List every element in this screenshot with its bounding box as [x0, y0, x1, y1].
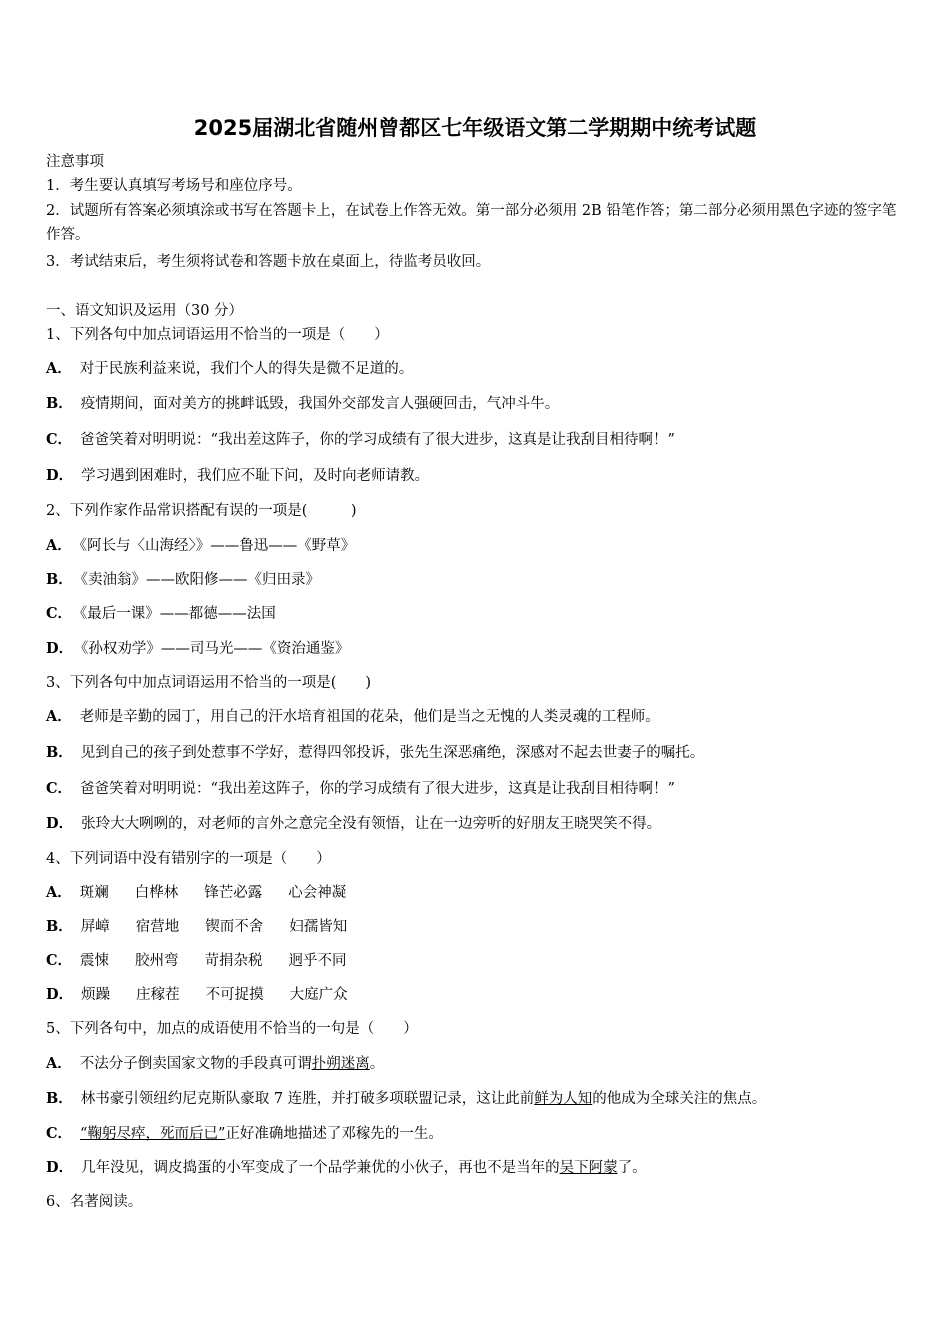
option-text: 疫情期间，面对美方的挑衅诋毁，我国外交部发言人强硬回击，气冲斗牛。	[80, 396, 560, 412]
q5-option-b	[46, 1087, 906, 1111]
q4-option-b	[46, 915, 906, 939]
option-label: C．	[46, 605, 73, 622]
option-word: 迥乎不同	[288, 953, 347, 969]
option-word: 妇孺皆知	[289, 919, 348, 935]
option-label: A．	[46, 708, 72, 725]
option-word: 不可捉摸	[205, 987, 264, 1003]
option-word: 屏嶂	[80, 919, 110, 935]
q2-option-a	[46, 534, 906, 558]
option-text-pre: 几年没见，调皮捣蛋的小军变成了一个品学兼优的小伙子，再也不是当年的	[81, 1160, 560, 1176]
option-idiom: 吴下阿蒙	[559, 1160, 618, 1176]
notice-item-2: 2．试题所有答案必须填涂或书写在答题卡上，在试卷上作答无效。第一部分必须用 2B 铅笔作答；第二部分必须用黑色字迹的签字笔作答。	[46, 203, 897, 243]
option-text: 张玲大大咧咧的，对老师的言外之意完全没有领悟，让在一边旁听的好朋友王晓哭笑不得。	[81, 816, 662, 832]
option-word: 斑斓	[79, 885, 109, 901]
q5-option-d	[46, 1156, 906, 1180]
option-text: 爸爸笑着对明明说：“我出差这阵子，你的学习成绩有了很大进步，这真是让我刮目相待啊！”	[80, 432, 675, 448]
option-word: 心会神凝	[288, 885, 347, 901]
notice-heading: 注意事项	[46, 154, 104, 170]
option-label: D．	[46, 815, 74, 832]
option-text: 老师是辛勤的园丁，用自己的汗水培育祖国的花朵，他们是当之无愧的人类灵魂的工程师。	[79, 709, 660, 725]
option-label: A．	[46, 360, 72, 377]
question-2-stem: 2、下列作家作品常识搭配有误的一项是( )	[46, 503, 357, 519]
option-text-post: 。	[369, 1056, 385, 1072]
q5-option-a	[46, 1052, 906, 1076]
option-text: 《孙权劝学》——司马光——《资治通鉴》	[81, 641, 350, 657]
option-text: 学习遇到困难时，我们应不耻下问，及时向老师请教。	[81, 468, 430, 484]
question-4-stem: 4、下列词语中没有错别字的一项是（ ）	[46, 851, 331, 867]
option-text-post: 的他成为全球关注的焦点。	[592, 1091, 767, 1107]
notice-item-3: 3．考试结束后，考生须将试卷和答题卡放在桌面上，待监考员收回。	[46, 254, 491, 270]
option-word: 苛捐杂税	[204, 953, 263, 969]
option-text-post: 了。	[617, 1160, 647, 1176]
option-label: C．	[46, 1125, 73, 1142]
option-word: 宿营地	[135, 919, 180, 935]
option-word: 大庭广众	[289, 987, 348, 1003]
page-title: 2025届湖北省随州曾都区七年级语文第二学期期中统考试题	[193, 116, 757, 140]
q2-option-d	[46, 637, 906, 661]
option-label: B．	[46, 918, 73, 935]
q1-option-c	[46, 428, 906, 452]
q4-option-a	[46, 881, 906, 905]
option-word: 锋芒必露	[204, 885, 263, 901]
option-label: B．	[46, 395, 73, 412]
q2-option-c	[46, 602, 906, 626]
option-label: A．	[46, 884, 72, 901]
option-label: D．	[46, 986, 74, 1003]
option-label: C．	[46, 431, 73, 448]
q5-option-c	[46, 1122, 906, 1146]
q1-option-a	[46, 357, 906, 381]
option-label: A．	[46, 1055, 72, 1072]
option-text-pre: 林书豪引领纽约尼克斯队豪取 7 连胜，并打破多项联盟记录，这让此前	[80, 1091, 535, 1107]
notice-item-1: 1．考生要认真填写考场号和座位序号。	[46, 178, 302, 194]
option-word: 烦躁	[81, 987, 111, 1003]
option-label: C．	[46, 780, 73, 797]
option-idiom: 扑朔迷离	[311, 1056, 370, 1072]
option-text-post: 正好准确地描述了邓稼先的一生。	[225, 1126, 443, 1142]
q1-option-d	[46, 464, 906, 488]
option-idiom: 鲜为人知	[534, 1091, 593, 1107]
q4-option-d	[46, 983, 906, 1007]
option-text: 《卖油翁》——欧阳修——《归田录》	[80, 572, 321, 588]
option-label: D．	[46, 640, 74, 657]
question-6-stem: 6、名著阅读。	[46, 1194, 143, 1210]
option-word: 震悚	[80, 953, 110, 969]
option-word: 庄稼茬	[136, 987, 180, 1003]
option-idiom: “鞠躬尽瘁，死而后已”	[80, 1126, 226, 1142]
q3-option-d	[46, 812, 906, 836]
option-text: 《阿长与〈山海经〉》——鲁迅——《野草》	[79, 538, 356, 554]
option-label: D．	[46, 1159, 74, 1176]
question-3-stem: 3、下列各句中加点词语运用不恰当的一项是( )	[46, 675, 372, 691]
option-label: B．	[46, 744, 73, 761]
section-heading: 一、语文知识及运用（30 分）	[46, 303, 244, 319]
option-word: 胶州弯	[135, 953, 179, 969]
q4-option-c	[46, 949, 906, 973]
q3-option-c	[46, 777, 906, 801]
option-text: 《最后一课》——都德——法国	[80, 606, 276, 622]
question-5-stem: 5、下列各句中，加点的成语使用不恰当的一句是（ ）	[46, 1021, 418, 1037]
q3-option-a	[46, 705, 906, 729]
q1-option-b	[46, 392, 906, 416]
option-text: 对于民族利益来说，我们个人的得失是微不足道的。	[79, 361, 414, 377]
option-label: B．	[46, 1090, 73, 1107]
q2-option-b	[46, 568, 906, 592]
option-label: C．	[46, 952, 73, 969]
option-text: 爸爸笑着对明明说：“我出差这阵子，你的学习成绩有了很大进步，这真是让我刮目相待啊！”	[80, 781, 675, 797]
question-1-stem: 1、下列各句中加点词语运用不恰当的一项是（ ）	[46, 327, 389, 343]
option-label: A．	[46, 537, 72, 554]
q3-option-b	[46, 741, 906, 765]
option-text: 见到自己的孩子到处惹事不学好，惹得四邻投诉，张先生深恶痛绝，深感对不起去世妻子的嘱托。	[80, 745, 705, 761]
option-word: 白桦林	[134, 885, 179, 901]
option-word: 锲而不舍	[205, 919, 264, 935]
option-text-pre: 不法分子倒卖国家文物的手段真可谓	[79, 1056, 312, 1072]
option-label: B．	[46, 571, 73, 588]
option-label: D．	[46, 467, 74, 484]
